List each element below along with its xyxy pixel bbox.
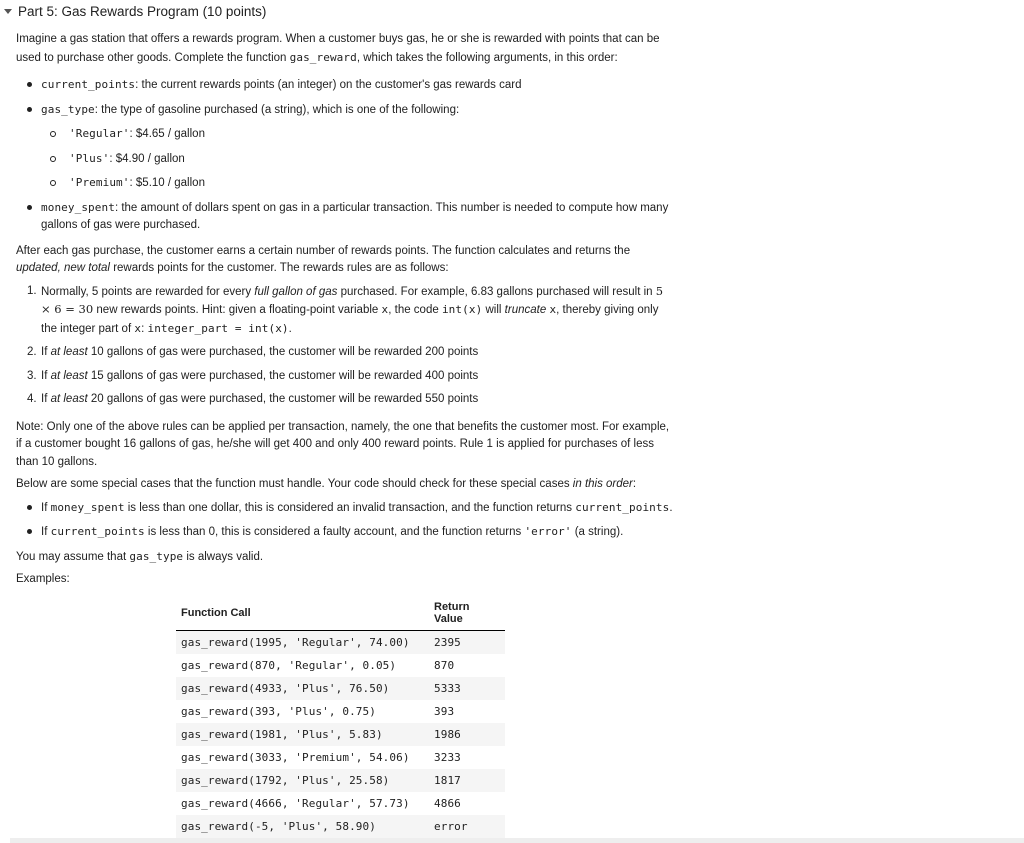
inline-code: int(x)	[441, 303, 483, 316]
table-row	[176, 700, 505, 723]
table-row	[176, 792, 505, 815]
assumption-paragraph: You may assume that gas_type is always valid.	[16, 549, 264, 563]
special-cases-paragraph: Below are some special cases that the function must handle. Your code should check for these special cases in this order:	[16, 478, 637, 490]
inline-code: current_points	[41, 78, 136, 91]
collapse-caret-icon[interactable]	[4, 9, 12, 14]
rule-item: 3. If at least 15 gallons of gas were purchased, the customer will be rewarded 400 points	[27, 369, 479, 382]
table-row	[176, 723, 505, 746]
function-call-cell: gas_reward(3033, 'Premium', 54.06)	[181, 751, 410, 764]
examples-table	[176, 598, 505, 838]
note-paragraph: Note: Only one of the above rules can be applied per transaction, namely, the one that benefits the customer most. For example, if a customer bought 16 gallons of gas, he/she will get 400 and only 400 reward points. Rule 1 is applied for purchases of less than 10 gallons.	[16, 420, 670, 468]
function-call-cell: gas_reward(4933, 'Plus', 76.50)	[176, 677, 434, 700]
horizontal-scrollbar[interactable]	[10, 838, 1024, 843]
return-value-cell: 393	[434, 705, 455, 718]
function-call-cell: gas_reward(1792, 'Plus', 25.58)	[176, 769, 434, 792]
rule-item: 2. If at least 10 gallons of gas were purchased, the customer will be rewarded 200 points	[27, 346, 479, 358]
inline-code: gas_type	[129, 549, 184, 563]
inline-code: money_spent	[41, 200, 115, 214]
table-row	[176, 677, 505, 700]
return-value-cell: error	[434, 815, 505, 838]
problem-description	[16, 31, 676, 594]
rules-list	[16, 283, 676, 409]
intro-paragraph: Imagine a gas station that offers a rewards program. When a customer buys gas, he or she is rewarded with points that can be used to purchase other goods. Complete the function gas_reward, which takes the following arguments, in this order:	[16, 33, 660, 64]
function-call-cell: gas_reward(4666, 'Regular', 57.73)	[181, 797, 410, 810]
function-call-cell: gas_reward(-5, 'Plus', 58.90)	[176, 815, 434, 838]
section-heading[interactable]	[4, 4, 266, 19]
return-value-cell: 3233	[434, 751, 461, 764]
return-value-cell: 2395	[434, 631, 505, 655]
list-item: If current_points is less than 0, this is considered a faulty account, and the function returns 'error' (a string).	[16, 523, 676, 542]
table-row	[176, 815, 505, 838]
list-item: 'Regular': $4.65 / gallon	[41, 125, 676, 144]
function-call-cell: gas_reward(393, 'Plus', 0.75)	[181, 705, 376, 718]
list-item: gas_type: the type of gasoline purchased (a string), which is one of the following: 'Regular': $4.65 / gallon 'Plus': $4.90 / gallon 'Premium': $5.10 / gallon	[16, 101, 676, 193]
inline-code: current_points	[575, 500, 670, 514]
list-item: current_points: the current rewards points (an integer) on the customer's gas rewards card	[16, 76, 676, 95]
math-expression: 5 × 6 = 30	[41, 283, 664, 316]
gas-type-list	[41, 125, 676, 193]
inline-code: gas_reward	[289, 50, 357, 64]
inline-code: 'Regular'	[69, 127, 130, 140]
table-row	[176, 746, 505, 769]
argument-list	[16, 76, 676, 235]
inline-code: money_spent	[50, 500, 125, 514]
return-value-cell: 4866	[434, 797, 461, 810]
inline-code: gas_type	[41, 102, 95, 116]
table-row	[176, 769, 505, 792]
return-value-cell: 870	[434, 659, 455, 672]
examples-label: Examples:	[16, 573, 70, 585]
return-value-cell: 1817	[434, 769, 505, 792]
inline-code: current_points	[50, 525, 145, 538]
rule-item: 4. If at least 20 gallons of gas were purchased, the customer will be rewarded 550 points	[27, 393, 479, 405]
return-value-cell: 1986	[434, 723, 505, 746]
section-title: Part 5: Gas Rewards Program (10 points)	[18, 4, 267, 19]
list-item: 'Premium': $5.10 / gallon	[41, 174, 676, 193]
table-header-row	[176, 598, 505, 631]
list-item: money_spent: the amount of dollars spent on gas in a particular transaction. This number is needed to compute how many gallons of gas were purchased.	[16, 199, 676, 235]
column-header: Return Value	[434, 598, 505, 631]
column-header: Function Call	[176, 598, 434, 631]
inline-code: integer_part = int(x)	[147, 321, 289, 335]
function-call-cell: gas_reward(1995, 'Regular', 74.00)	[176, 631, 434, 655]
function-call-cell: gas_reward(1981, 'Plus', 5.83)	[176, 723, 434, 746]
inline-code: 'error'	[524, 525, 572, 538]
inline-code: 'Plus'	[69, 151, 110, 165]
special-cases-list	[16, 499, 676, 542]
rewards-intro-paragraph: After each gas purchase, the customer earns a certain number of rewards points. The function calculates and returns the updated, new total rewards points for the customer. The rewards rules are as follows:	[16, 244, 631, 274]
rule-item: 1. Normally, 5 points are rewarded for every full gallon of gas purchased. For example, 6.83 gallons purchased will result in 5 × 6 = 30 new rewards points. Hint: given a floating-point variable x, the code int(x) will truncate x, thereby giving only the integer part of x: integer_part = int(x).	[27, 283, 664, 335]
function-call-cell: gas_reward(870, 'Regular', 0.05)	[181, 659, 397, 672]
table-row	[176, 631, 505, 655]
list-item: 'Plus': $4.90 / gallon	[41, 150, 676, 169]
table-row	[176, 654, 505, 677]
return-value-cell: 5333	[434, 677, 505, 700]
list-item: If money_spent is less than one dollar, this is considered an invalid transaction, and the function returns current_points.	[16, 499, 676, 518]
inline-code: 'Premium'	[69, 176, 130, 189]
